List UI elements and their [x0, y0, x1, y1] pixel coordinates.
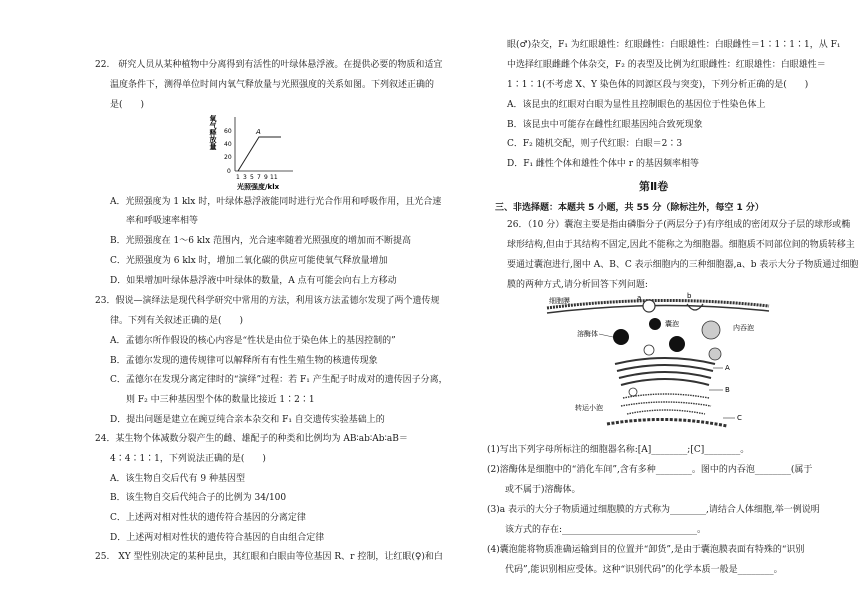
- q26-sub2-line1: (2)溶酶体是细胞中的“消化车间”,含有多种________。图中的内吞泡________(属于: [487, 465, 813, 475]
- q22-xtick-11: 11: [270, 174, 278, 181]
- q22-curve: [238, 137, 281, 171]
- q26-stem-line4: 膜的两种方式,请分析回答下列问题:: [507, 280, 648, 290]
- vesicle: [649, 318, 661, 330]
- label-cell-membrane: 细胞膜: [549, 297, 570, 305]
- q22-option-a-line2: 率和呼吸速率相等: [126, 216, 199, 226]
- label-a-organelle: A: [725, 364, 730, 372]
- nucleus-envelope: [607, 419, 727, 426]
- q26-sub2-line2: 或不属于)溶酶体。: [505, 485, 581, 495]
- label-transport-vesicle: 转运小泡: [575, 404, 603, 412]
- q22-option-a-line1: A．光照强度为 1 klx 时，叶绿体悬浮液能同时进行光合作用和呼吸作用，且光合速: [110, 197, 442, 207]
- q23-option-c-line2: 则 F₂ 中三种基因型个体的数量比接近 1∶2∶1: [126, 395, 315, 405]
- q25-cont-line1: 眼(♂)杂交，F₁ 为红眼雄性：红眼雌性：白眼雄性：白眼雌性＝1∶1∶1∶1，从 F₁: [507, 40, 841, 50]
- endoplasmic-reticulum: [621, 394, 711, 414]
- q23-stem-line1: 23．假说—演绎法是现代科学研究中常用的方法，利用该方法孟德尔发现了两个遗传规: [95, 296, 440, 306]
- q23-stem-line2: 律。下列有关叙述正确的是( ): [110, 316, 244, 326]
- q26-cell-diagram: [537, 292, 777, 434]
- q26-sub4-line2: 代码”,能识别相应受体。这种“识别代码”的化学本质一般是________。: [505, 565, 783, 575]
- q25-cont-line2: 中选择红眼雌雌个体杂交，F₂ 的表型及比例为红眼雌性：红眼雄性：白眼雄性＝: [507, 60, 826, 70]
- label-c-organelle: C: [737, 414, 742, 422]
- q25-option-a: A．该昆虫的红眼对白眼为显性且控制眼色的基因位于性染色体上: [507, 100, 766, 110]
- q24-stem-line1: 24．某生物个体减数分裂产生的雌、雄配子的种类和比例均为 AB∶ab∶Ab∶aB＝: [95, 434, 408, 444]
- golgi-apparatus: [615, 358, 715, 385]
- q22-option-d: D．如果增加叶绿体悬浮液中叶绿体的数量，A 点有可能会向右上方移动: [110, 276, 397, 286]
- q22-figure: [205, 113, 295, 191]
- q26-sub3-line2: 该方式的存在:______________________________。: [505, 525, 707, 535]
- q25-option-d: D．F₁ 雌性个体和雄性个体中 r 的基因频率相等: [507, 159, 699, 169]
- q26-stem-line3: 要通过囊泡进行,图中 A、B、C 表示细胞内的三种细胞器,a、b 表示大分子物质通过细胞: [507, 260, 859, 270]
- q23-option-c-line1: C．孟德尔在发现分离定律时的“演绎”过程：若 F₁ 产生配子时成对的遗传因子分离，: [110, 375, 448, 385]
- q22-ytick-40: 40: [224, 141, 232, 148]
- lysosome: [613, 329, 629, 345]
- q22-option-b: B．光照强度在 1～6 klx 范围内，光合速率随着光照强度的增加而不断提高: [110, 236, 412, 246]
- q22-xtick-7: 7: [257, 174, 261, 181]
- q23-option-d: D．提出问题是建立在豌豆纯合亲本杂交和 F₁ 自交遗传实验基础上的: [110, 415, 385, 425]
- label-lysosome: 溶酶体: [577, 330, 598, 338]
- q22-option-c: C．光照强度为 6 klx 时，增加二氧化碳的供应可能使氧气释放量增加: [110, 256, 388, 266]
- q22-ytick-60: 60: [224, 128, 232, 135]
- endosome: [702, 321, 720, 339]
- q24-option-c: C．上述两对相对性状的遗传符合基因的分离定律: [110, 513, 306, 523]
- label-a: a: [637, 294, 642, 302]
- q22-stem-line1: 22. 研究人员从某种植物中分离得到有活性的叶绿体悬浮液。在提供必要的物质和适宜: [95, 60, 443, 70]
- q25-option-b: B．该昆虫中可能存在雌性红眼基因纯合致死现象: [507, 120, 703, 130]
- q22-stem-line2: 温度条件下，测得单位时间内氧气释放量与光照强度的关系如图。下列叙述正确的: [110, 80, 435, 90]
- q24-option-a: A．该生物自交后代有 9 种基因型: [110, 474, 245, 484]
- label-endosome: 内吞泡: [733, 324, 754, 332]
- cell-membrane: [547, 300, 769, 308]
- q22-xtick-5: 5: [250, 174, 254, 181]
- q23-option-a: A．孟德尔所作假设的核心内容是“性状是由位于染色体上的基因控制的”: [110, 336, 396, 346]
- q22-xtick-9: 9: [264, 174, 268, 181]
- q22-xtick-3: 3: [243, 174, 247, 181]
- q26-sub3-line1: (3)a 表示的大分子物质通过细胞膜的方式称为________,请结合人体细胞,举一例说明: [487, 505, 820, 515]
- q22-stem-line3: 是( ): [110, 100, 145, 110]
- q24-option-d: D．上述两对相对性状的遗传符合基因的自由组合定律: [110, 533, 325, 543]
- q25-stem-line1: 25. XY 型性别决定的某种昆虫，其红眼和白眼由等位基因 R、r 控制，让红眼(♀)和白: [95, 552, 443, 562]
- part2-title: 第Ⅱ卷: [639, 180, 669, 193]
- q22-ytick-20: 20: [224, 154, 232, 161]
- label-b-organelle: B: [725, 386, 730, 394]
- q22-point-a: A: [256, 128, 261, 136]
- q26-stem-line2: 球形结构,但由于其结构不固定,因此不能称之为细胞器。细胞质不同部位间的物质转移主: [507, 240, 855, 250]
- q23-option-b: B．孟德尔发现的遗传规律可以解释所有有性生殖生物的核遗传现象: [110, 356, 378, 366]
- q25-cont-line3: 1∶1∶1(不考虑 X、Y 染色体的同源区段与突变)，下列分析正确的是( ): [507, 80, 809, 90]
- section-heading: 三、非选择题：本题共 5 小题，共 55 分（除标注外，每空 1 分）: [495, 203, 764, 213]
- q26-stem-line1: 26．（10 分）囊泡主要是指由磷脂分子(两层分子)有序组成的密闭双分子层的球形或椭: [507, 220, 851, 230]
- q25-option-c: C．F₂ 随机交配，则子代红眼：白眼＝2∶3: [507, 139, 683, 149]
- q22-ytick-0: 0: [227, 168, 231, 175]
- q22-figure-xlabel: 光照强度/klx: [237, 183, 280, 191]
- label-vesicle: 囊泡: [665, 320, 679, 328]
- q22-figure-ylabel: 氧气释放量: [209, 115, 217, 150]
- q26-sub1: (1)写出下列字母所标注的细胞器名称:[A]________;[C]________。: [487, 445, 750, 455]
- q26-sub4-line1: (4)囊泡能将物质准确运输到目的位置并“卸货”,是由于囊泡膜表面有特殊的“识别: [487, 545, 805, 555]
- q24-option-b: B．该生物自交后代纯合子的比例为 34/100: [110, 493, 287, 503]
- q24-stem-line2: 4∶4∶1∶1，下列说法正确的是( ): [110, 454, 266, 464]
- q22-xtick-1: 1: [236, 174, 240, 181]
- label-b: b: [687, 292, 692, 300]
